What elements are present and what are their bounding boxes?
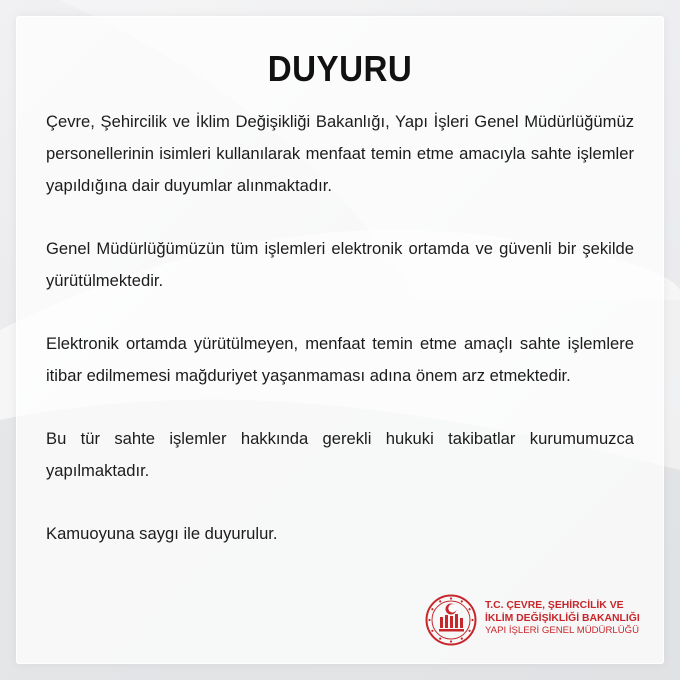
directorate-name: YAPI İŞLERİ GENEL MÜDÜRLÜĞÜ [485, 625, 640, 636]
paragraph-3: Elektronik ortamda yürütülmeyen, menfaat temin etme amaçlı sahte işlemlere itibar edilmemesi mağduriyet yaşanmaması adına önem arz etmektedir. [46, 334, 634, 385]
ministry-logo [425, 594, 645, 646]
announcement-body [46, 106, 634, 550]
ministry-name-line2: İKLİM DEĞİŞİKLİĞİ BAKANLIĞI [485, 612, 640, 624]
ministry-name [485, 600, 655, 638]
announcement-title: DUYURU [267, 48, 413, 89]
paragraph-1: Çevre, Şehircilik ve İklim Değişikliği Bakanlığı, Yapı İşleri Genel Müdürlüğümüz personellerinin isimleri kullanılarak menfaat temin etme amacıyla sahte işlemler yapıldığına dair duyumlar alınmaktadır. [46, 112, 634, 195]
ministry-seal-icon [425, 594, 477, 646]
paragraph-2: Genel Müdürlüğümüzün tüm işlemleri elektronik ortamda ve güvenli bir şekilde yürütülmektedir. [46, 239, 634, 290]
ministry-name-line1: T.C. ÇEVRE, ŞEHİRCİLİK VE [485, 600, 624, 611]
paragraph-4: Bu tür sahte işlemler hakkında gerekli hukuki takibatlar kurumumuzca yapılmaktadır. [46, 429, 634, 480]
paragraph-5: Kamuoyuna saygı ile duyurulur. [46, 524, 278, 543]
